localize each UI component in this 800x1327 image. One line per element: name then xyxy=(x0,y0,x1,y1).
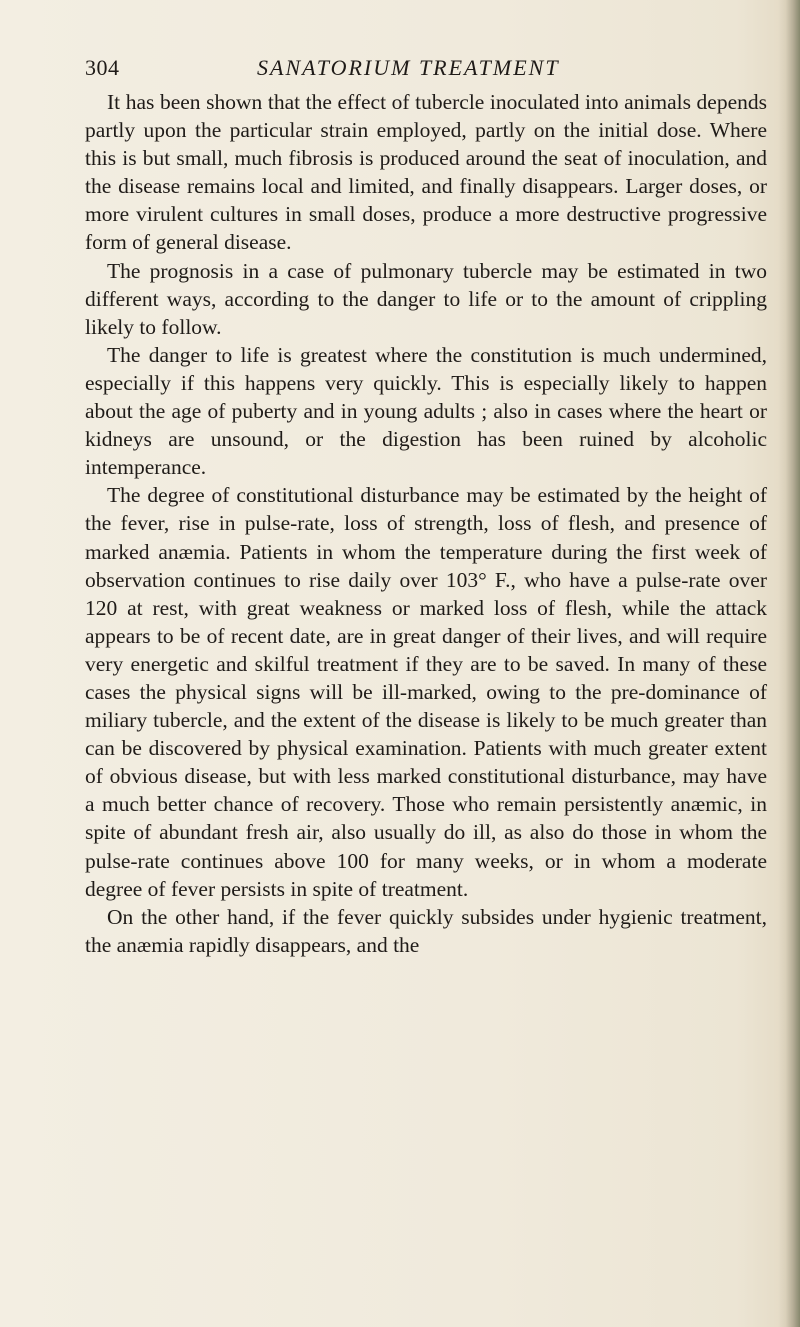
paragraph: The degree of constitutional disturbance may be estimated by the height of the fever, rise in pulse-rate, loss of strength, loss of flesh, and presence of marked anæmia. Patients in whom the temperature during the first week of observation continues to rise daily over 103° F., who have a pulse-rate over 120 at rest, with great weakness or marked loss of flesh, while the attack appears to be of recent date, are in great danger of their lives, and will require very energetic and skilful treatment if they are to be saved. In many of these cases the physical signs will be ill-marked, owing to the pre-dominance of miliary tubercle, and the extent of the disease is likely to be much greater than can be discovered by physical examination. Patients with much greater extent of obvious disease, but with less marked constitutional disturbance, may have a much better chance of recovery. Those who remain persistently anæmic, in spite of abundant fresh air, also usually do ill, as also do those in whom the pulse-rate continues above 100 for many weeks, or in whom a moderate degree of fever persists in spite of treatment. xyxy=(85,483,767,901)
paragraph: The prognosis in a case of pulmonary tubercle may be estimated in two different ways, according to the danger to life or to the amount of crippling likely to follow. xyxy=(85,258,767,339)
paragraph: It has been shown that the effect of tubercle inoculated into animals depends partly upon the particular strain employed, partly on the initial dose. Where this is but small, much fibrosis is produced around the seat of inoculation, and the disease remains local and limited, and finally disappears. Larger doses, or more virulent cultures in small doses, produce a more destructive progressive form of general disease. xyxy=(85,90,767,255)
paragraph: The danger to life is greatest where the constitution is much undermined, especially if this happens very quickly. This is especially likely to happen about the age of puberty and in young adults ; also in cases where the heart or kidneys are unsound, or the digestion has been ruined by alcoholic intemperance. xyxy=(85,342,767,480)
page-number: 304 xyxy=(85,55,120,80)
page-edge-shadow xyxy=(778,0,800,1327)
body-text xyxy=(85,88,767,959)
running-head xyxy=(0,55,800,85)
running-title: SANATORIUM TREATMENT xyxy=(257,55,560,80)
paragraph: On the other hand, if the fever quickly subsides under hygienic treatment, the anæmia rapidly disappears, and the xyxy=(85,904,767,957)
